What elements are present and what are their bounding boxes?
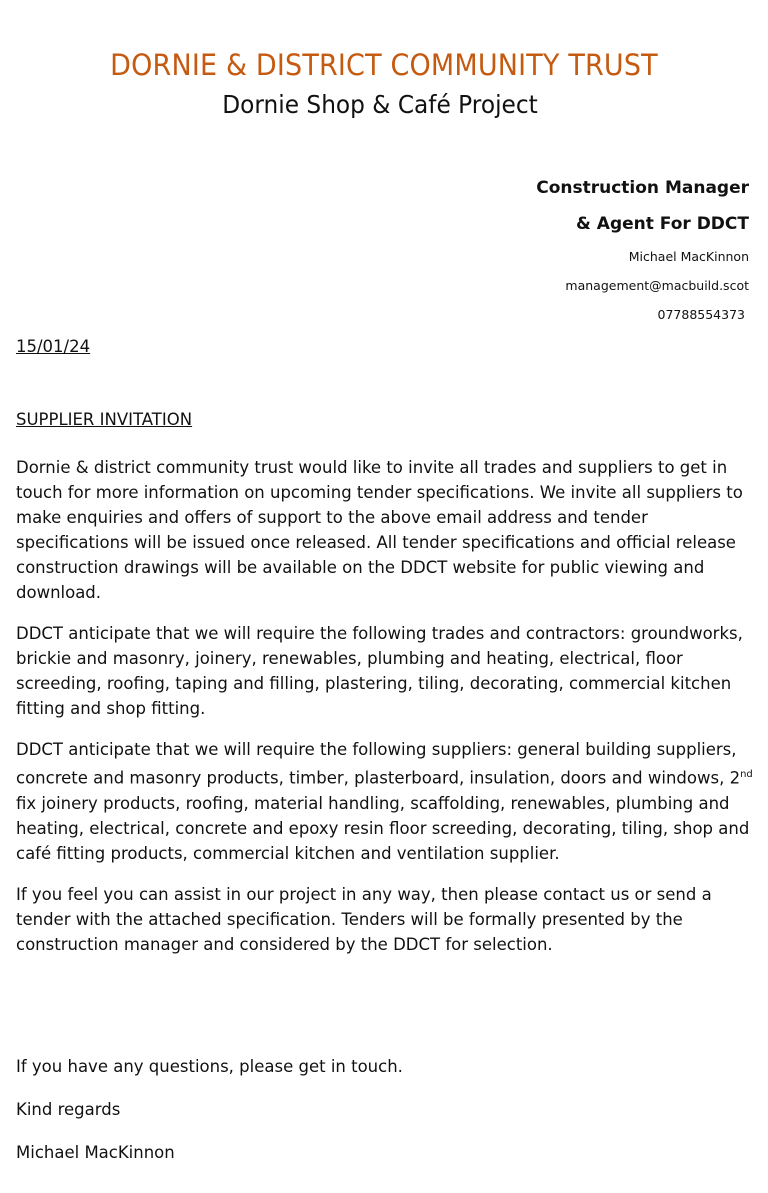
organisation-title: DORNIE & DISTRICT COMMUNITY TRUST [110,48,658,82]
contact-role-line-1: Construction Manager [536,178,749,198]
contact-role-line-2: & Agent For DDCT [576,214,749,234]
paragraph-assist: If you feel you can assist in our project in any way, then please contact us or send a tender with the attached specification. Tenders will be formally presented by the construction manager and considered by the DDCT for selection. [16,884,712,954]
ordinal-superscript: nd [740,769,753,780]
paragraph-suppliers-part-2: fix joinery products, roofing, material handling, scaffolding, renewables, plumbing and heating, electrical, concrete and epoxy resin floor screeding, decorating, tiling, shop and café fitting products, commercial kitchen and ventilation supplier. [16,793,750,863]
letter-body [16,455,756,973]
letter-date: 15/01/24 [16,337,91,356]
signoff-line: Kind regards [16,1100,121,1119]
questions-line: If you have any questions, please get in touch. [16,1057,403,1076]
project-title: Dornie Shop & Café Project [222,90,538,119]
letter-closing [16,1054,403,1183]
contact-name: Michael MacKinnon [628,249,749,264]
contact-block [536,170,749,329]
paragraph-invitation: Dornie & district community trust would like to invite all trades and suppliers to get in touch for more information on upcoming tender specifications. We invite all suppliers to make enquiries and offers of support to the above email address and tender specifications will be issued once released. All tender specifications and official release construction drawings will be available on the DDCT website for public viewing and download. [16,458,743,602]
letter-heading: SUPPLIER INVITATION [16,410,193,429]
paragraph-suppliers-part-1: DDCT anticipate that we will require the following suppliers: general building suppliers, concrete and masonry products, timber, plasterboard, insulation, doors and windows, 2 [16,740,741,788]
contact-phone: 07788554373 [657,307,745,322]
signature-name: Michael MacKinnon [16,1143,175,1162]
contact-email: management@macbuild.scot [565,278,749,293]
paragraph-trades: DDCT anticipate that we will require the following trades and contractors: groundworks, brickie and masonry, joinery, renewables, plumbing and heating, electrical, floor screeding, roofing, taping and filling, plastering, tiling, decorating, commercial kitchen fitting and shop fitting. [16,624,743,718]
paragraph-suppliers [16,737,756,866]
